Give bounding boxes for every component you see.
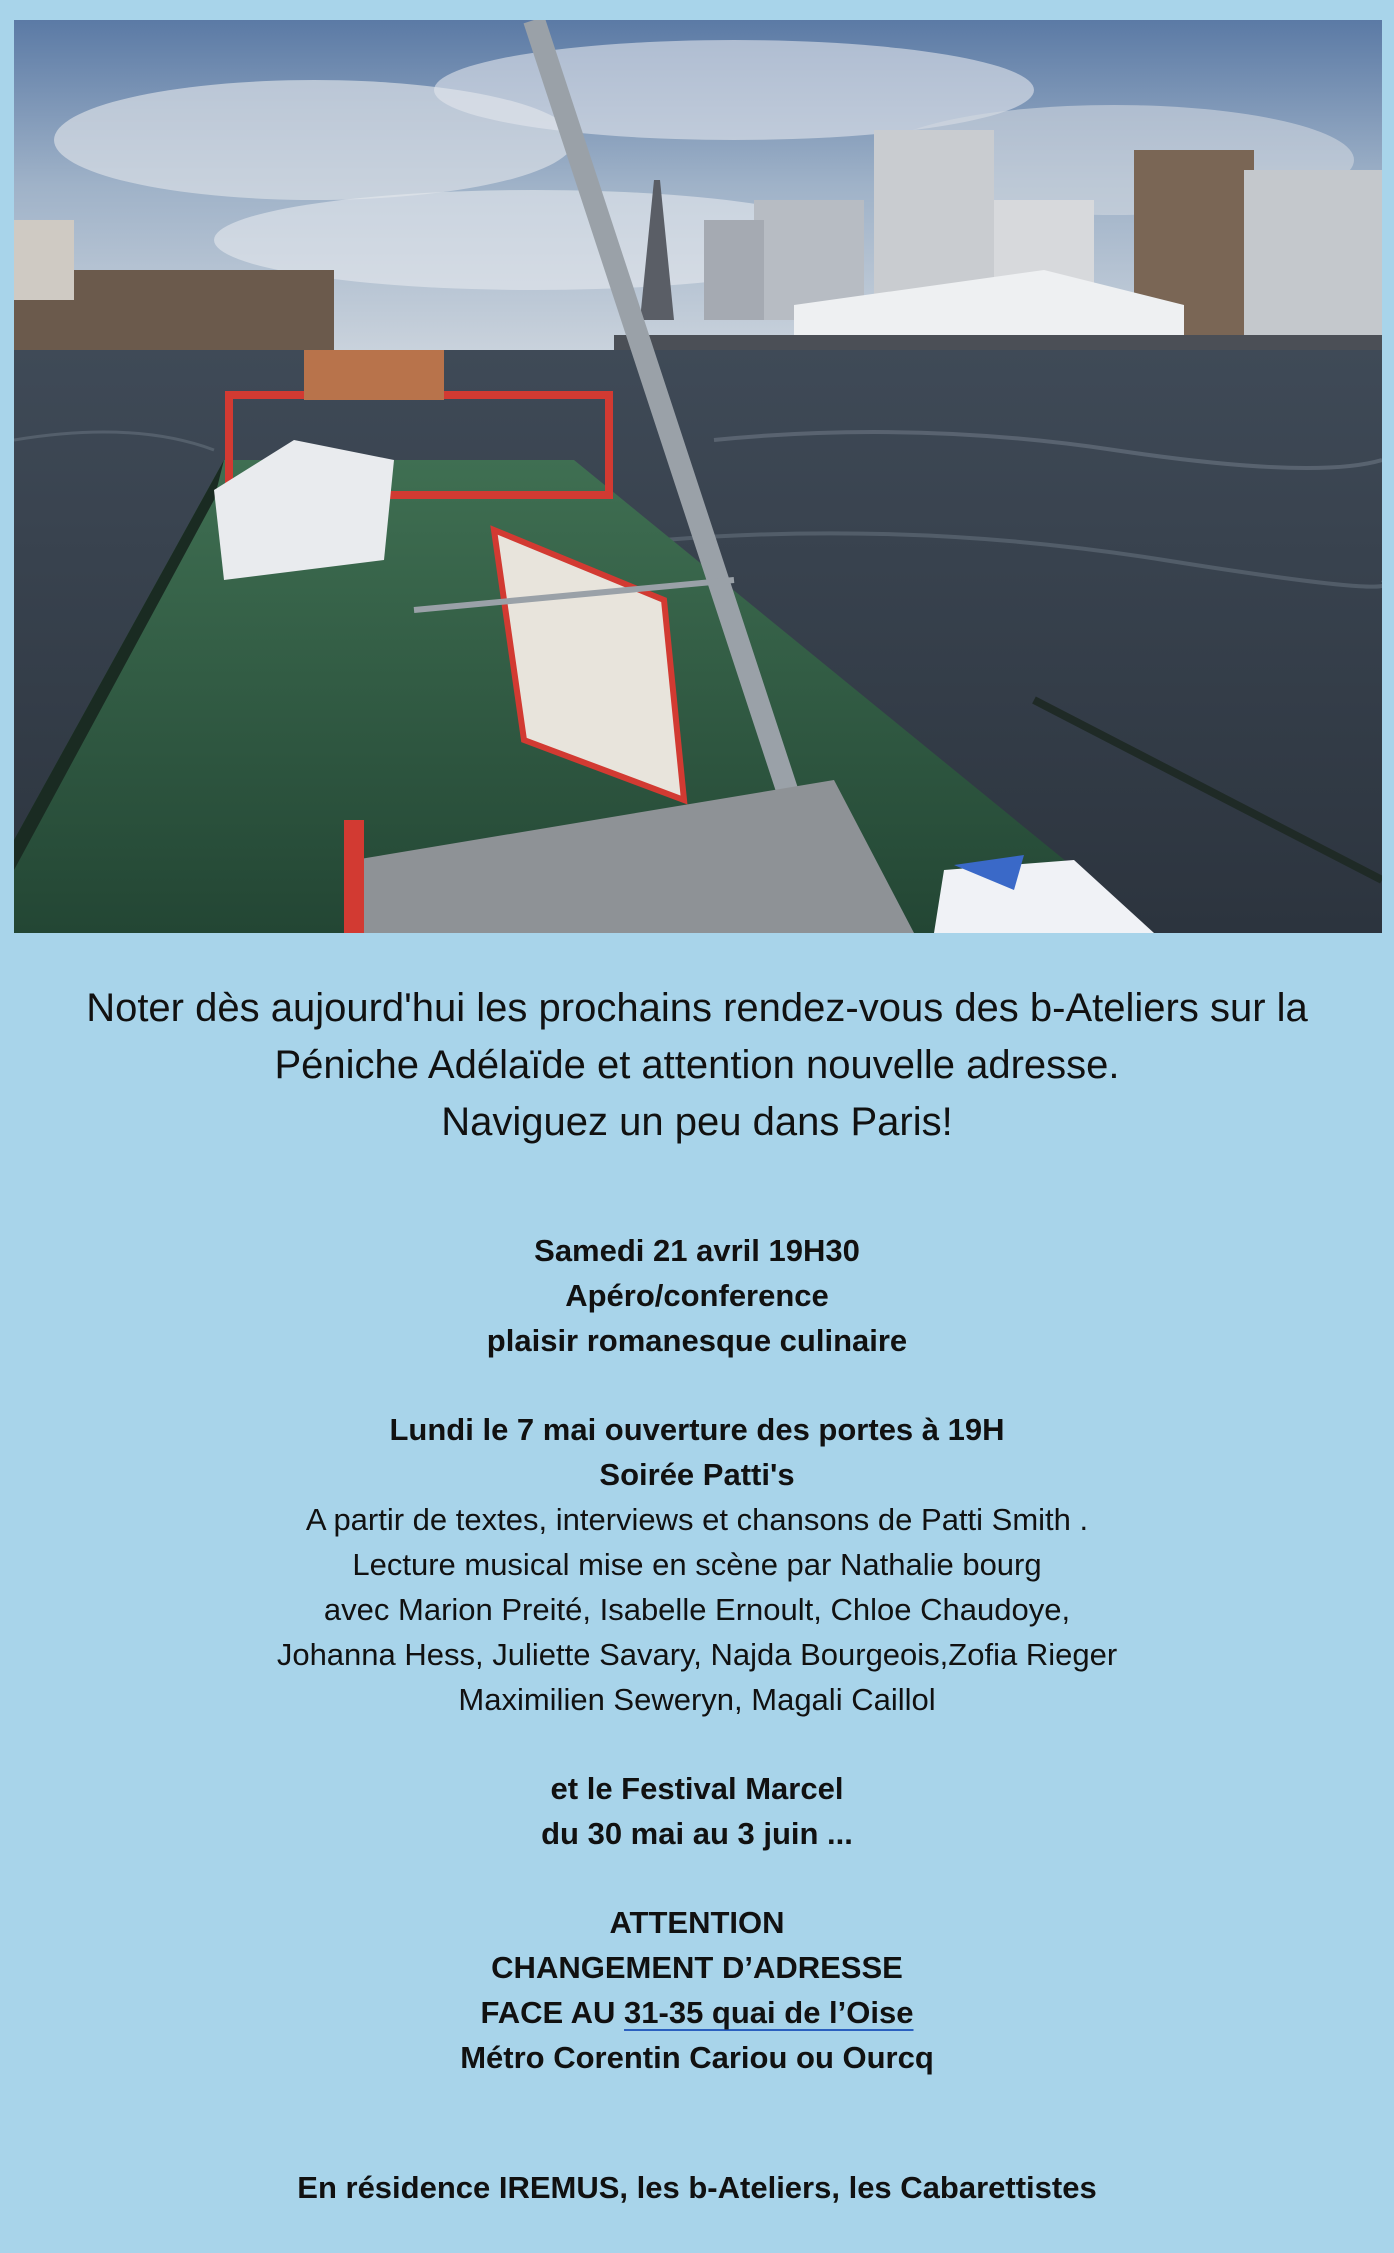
address-prefix: FACE AU	[480, 1995, 625, 2030]
barge-photo	[14, 20, 1382, 933]
event3-title: et le Festival Marcel	[550, 1771, 844, 1806]
event3-dates: du 30 mai au 3 juin ...	[541, 1816, 853, 1851]
event2-desc-4: Johanna Hess, Juliette Savary, Najda Bourgeois,Zofia Rieger	[276, 1637, 1118, 1672]
event2-title: Soirée Patti's	[599, 1457, 795, 1492]
event1-date: Samedi 21 avril 19H30	[534, 1233, 860, 1268]
event1-type: Apéro/conference	[565, 1278, 829, 1313]
footer-residence: En résidence IREMUS, les b-Ateliers, les Cabarettistes	[297, 2170, 1097, 2205]
event2-desc-5: Maximilien Seweryn, Magali Caillol	[458, 1682, 936, 1717]
address-attention: ATTENTION	[609, 1905, 785, 1940]
address-metro: Métro Corentin Cariou ou Ourcq	[460, 2040, 934, 2075]
program	[0, 1228, 1394, 2080]
address-change: CHANGEMENT D’ADRESSE	[491, 1950, 903, 1985]
intro-line-2: Péniche Adélaïde et attention nouvelle adresse.	[274, 1043, 1120, 1087]
event2-desc-2: Lecture musical mise en scène par Nathalie bourg	[352, 1547, 1042, 1582]
event2-date: Lundi le 7 mai ouverture des portes à 19H	[389, 1412, 1005, 1447]
intro-line-3: Naviguez un peu dans Paris!	[441, 1100, 953, 1144]
event2-desc-1: A partir de textes, interviews et chansons de Patti Smith .	[305, 1502, 1089, 1537]
address-line	[0, 1990, 1394, 2035]
address-street-link[interactable]: 31-35 quai de l’Oise	[624, 1995, 914, 2030]
intro-line-1: Noter dès aujourd'hui les prochains rendez-vous des b-Ateliers sur la	[86, 986, 1308, 1030]
event2-desc-3: avec Marion Preité, Isabelle Ernoult, Chloe Chaudoye,	[323, 1592, 1071, 1627]
intro-text	[0, 980, 1394, 1151]
event1-title: plaisir romanesque culinaire	[486, 1323, 908, 1358]
